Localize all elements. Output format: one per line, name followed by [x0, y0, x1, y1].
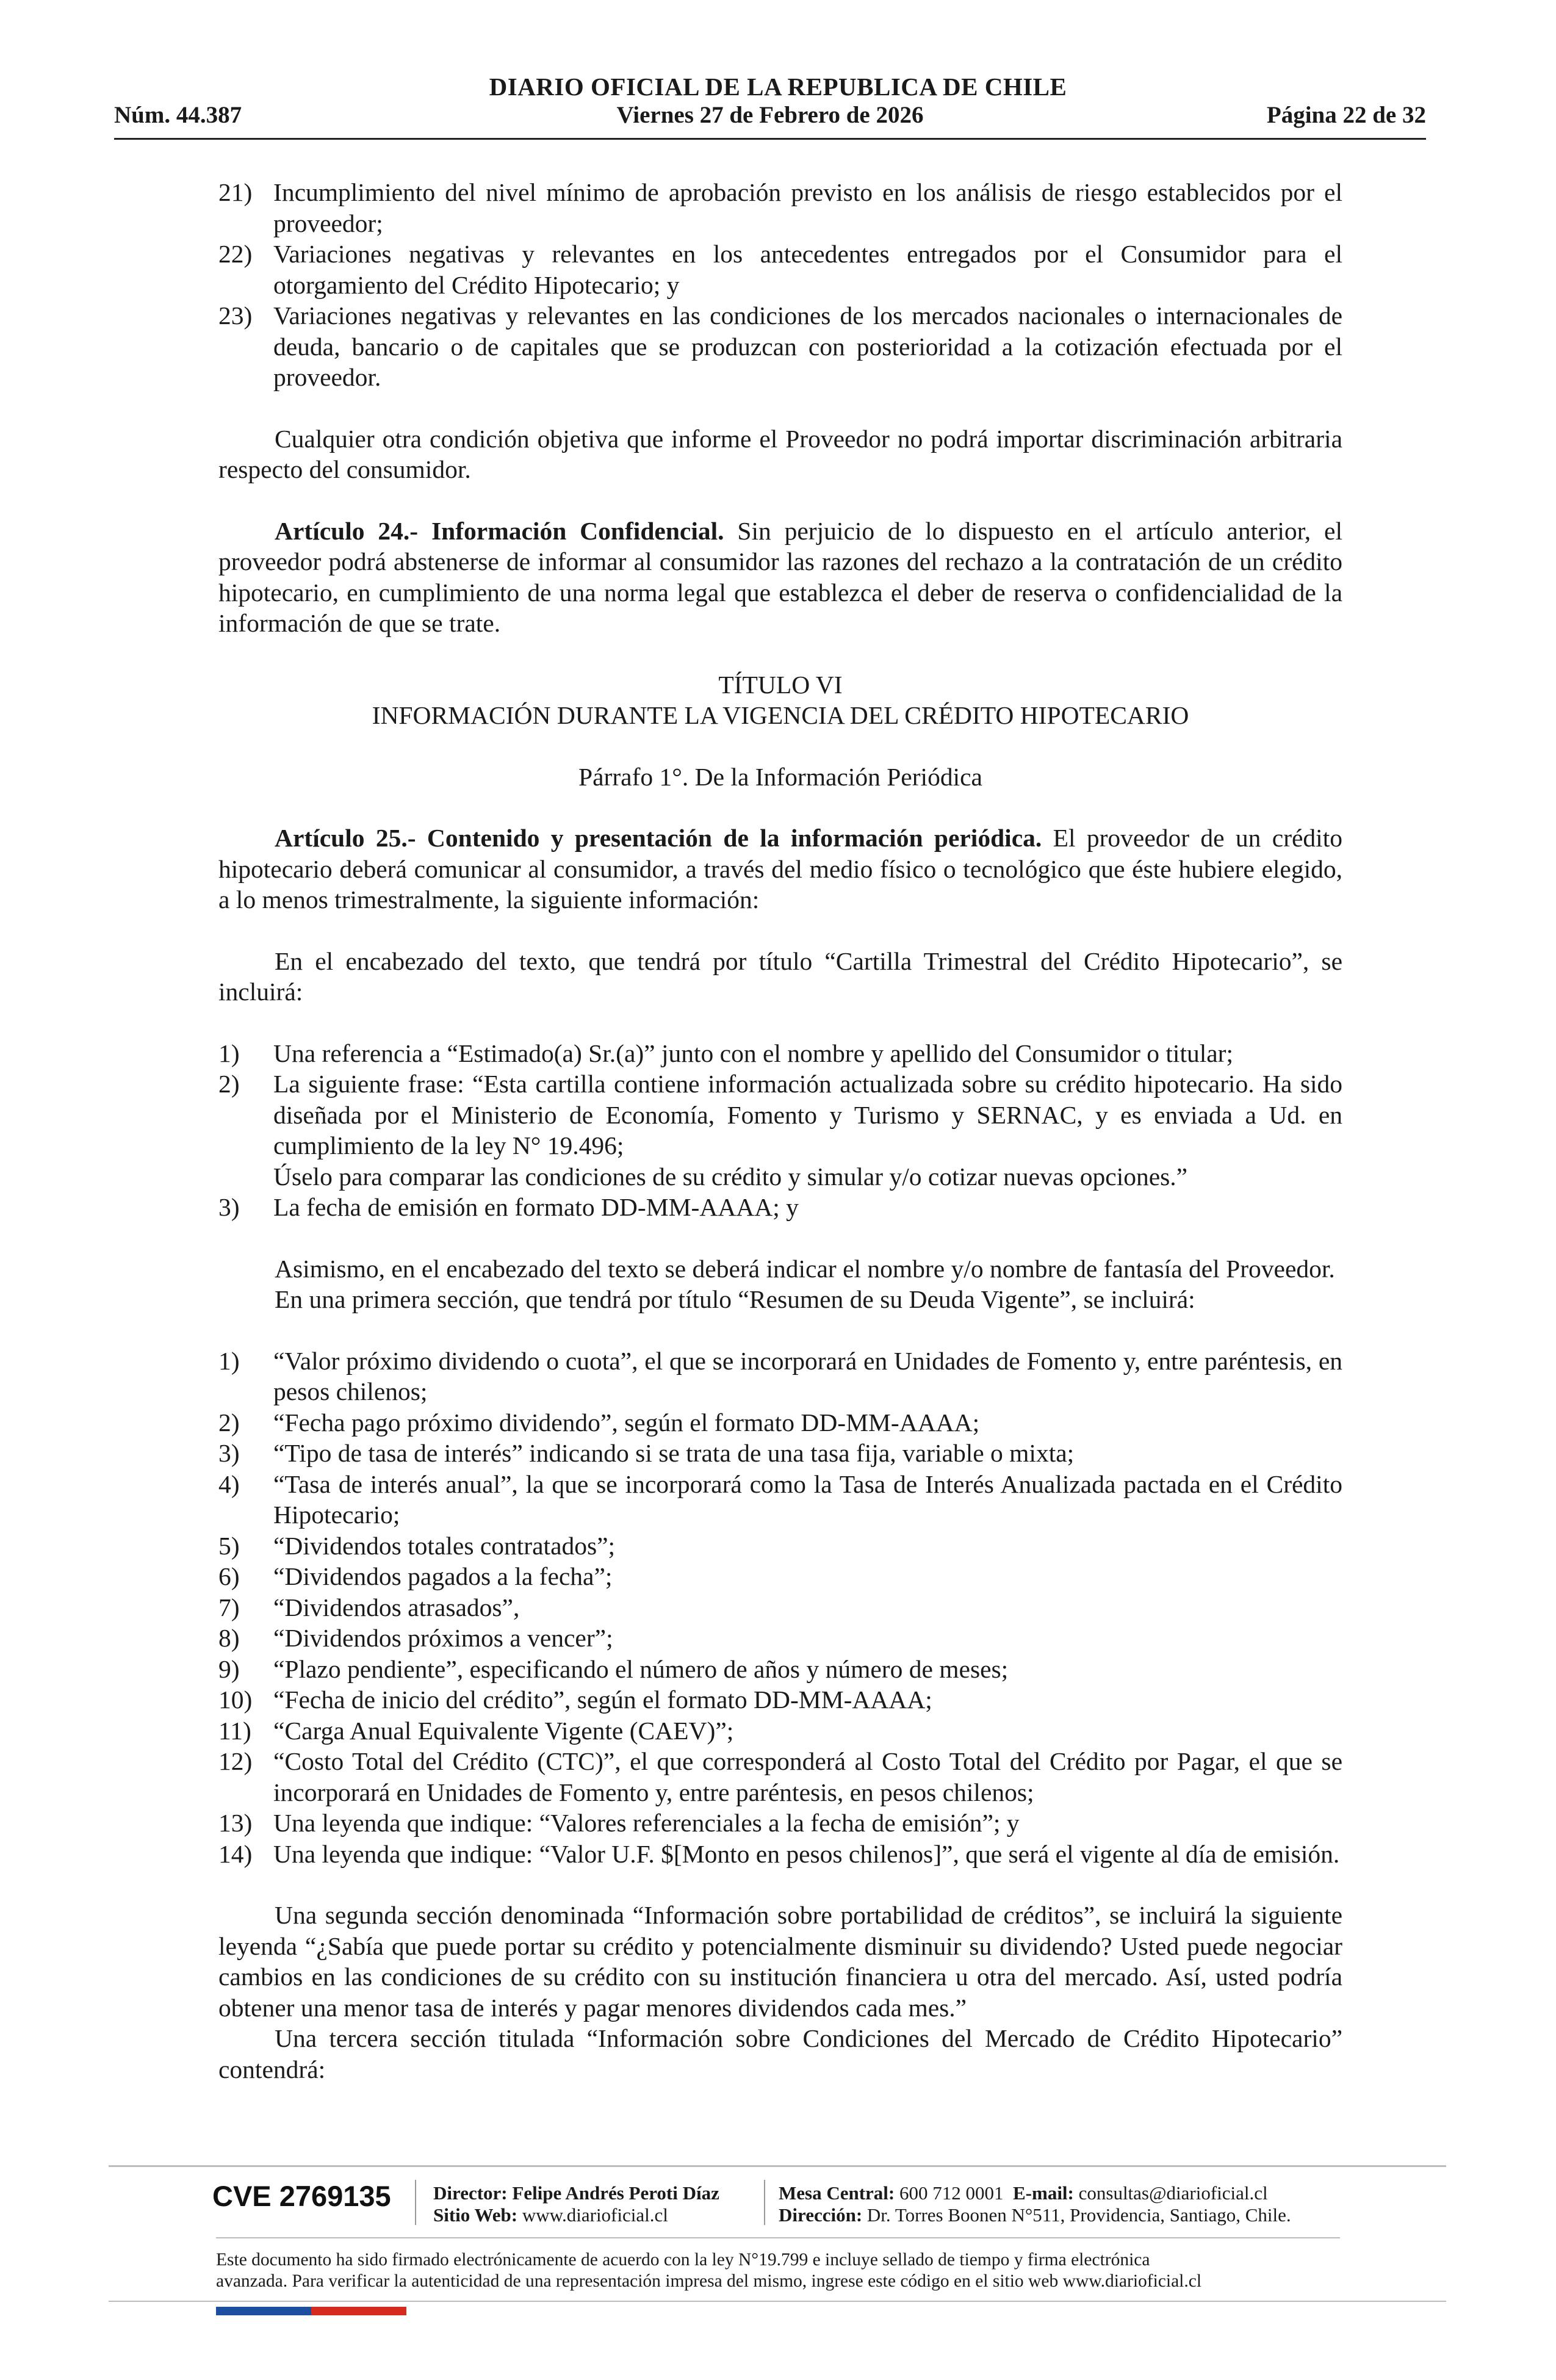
- list-item-text: Variaciones negativas y relevantes en los antecedentes entregados por el Consumidor para el otorgamiento del Crédito Hipotecario; y: [273, 240, 1342, 299]
- list-item-text: “Valor próximo dividendo o cuota”, el que se incorporará en Unidades de Fomento y, entre paréntesis, en pesos chilenos;: [273, 1346, 1342, 1405]
- list-item-text-part1: La siguiente frase: “Esta cartilla contiene información actualizada sobre su crédito hipotecario. Ha sido diseñada por el Ministerio de Economía, Fomento y Turismo y SERNAC, y es enviada a Ud. en cumplimiento de la ley N° 19.496;: [273, 1070, 1342, 1159]
- list-item-text: “Fecha pago próximo dividendo”, según el formato DD-MM-AAAA;: [273, 1408, 980, 1437]
- list-item-number: 13): [218, 1809, 253, 1837]
- footer-rule-bottom: [109, 2301, 1446, 2302]
- list-item: [218, 1561, 1342, 1592]
- list-item-number: 5): [218, 1531, 240, 1560]
- list-item-text: La fecha de emisión en formato DD-MM-AAAA; y: [273, 1193, 799, 1221]
- paragraph-segunda-seccion: Una segunda sección denominada “Información sobre portabilidad de créditos”, se incluirá la siguiente leyenda “¿Sabía que puede portar su crédito y potencialmente disminuir su dividendo? Usted puede negociar cambios en las condiciones de su crédito con su institución financiera u otra del mercado. Así, usted podría obtener una menor tasa de interés y pagar menores dividendos cada mes.”: [218, 1901, 1342, 2022]
- article-24: [218, 516, 1342, 639]
- list-item: [218, 177, 1342, 239]
- list-item-number: 9): [218, 1654, 240, 1683]
- list-item-number: 1): [218, 1039, 240, 1067]
- list-item-number: 3): [218, 1439, 240, 1467]
- list-item: [218, 1069, 1342, 1192]
- list-item: [218, 1038, 1342, 1069]
- list-item-number: 10): [218, 1686, 253, 1714]
- email-label: E-mail:: [1013, 2182, 1074, 2204]
- sitio-label: Sitio Web:: [433, 2204, 518, 2226]
- issue-number: Núm. 44.387: [114, 102, 242, 128]
- list-item: [218, 1839, 1342, 1870]
- list-item-number: 11): [218, 1716, 251, 1745]
- list-item: [218, 1192, 1342, 1223]
- paragraph-asimismo: Asimismo, en el encabezado del texto se deberá indicar el nombre y/o nombre de fantasía del Proveedor.: [275, 1254, 1335, 1283]
- list-item-number: 4): [218, 1469, 240, 1498]
- list-item-number: 2): [218, 1408, 240, 1437]
- article-24-heading: Artículo 24.- Información Confidencial.: [275, 516, 724, 545]
- list-item-text: “Dividendos totales contratados”;: [273, 1531, 616, 1560]
- footer-director-block: [433, 2182, 719, 2226]
- list-item-text: Incumplimiento del nivel mínimo de aprobación previsto en los análisis de riesgo establecidos por el proveedor;: [273, 178, 1342, 237]
- newspaper-title: DIARIO OFICIAL DE LA REPUBLICA DE CHILE: [489, 73, 1067, 101]
- list-item: [218, 1684, 1342, 1715]
- list-item: [218, 1654, 1342, 1685]
- director-label: Director:: [433, 2182, 508, 2204]
- list-item-text: Una leyenda que indique: “Valor U.F. $[Monto en pesos chilenos]”, que será el vigente al día de emisión.: [273, 1839, 1340, 1868]
- cve-code: CVE 2769135: [212, 2180, 391, 2212]
- flag-stripe-red: [311, 2307, 406, 2315]
- list-item-text: “Costo Total del Crédito (CTC)”, el que corresponderá al Costo Total del Crédito por Pagar, el que se incorporará en Unidades de Fomento y, entre paréntesis, en pesos chilenos;: [273, 1747, 1342, 1806]
- list-item-text: Variaciones negativas y relevantes en las condiciones de los mercados nacionales o internacionales de deuda, bancario o de capitales que se produzcan con posterioridad a la cotización efectuada por el proveedor.: [273, 301, 1342, 391]
- page-number: Página 22 de 32: [1266, 102, 1426, 128]
- list-item: [218, 1715, 1342, 1747]
- list-item-text: “Dividendos pagados a la fecha”;: [273, 1562, 613, 1590]
- list-item-number: 12): [218, 1747, 253, 1775]
- paragraph-tercera-seccion: Una tercera sección titulada “Información sobre Condiciones del Mercado de Crédito Hipotecario” contendrá:: [218, 2024, 1342, 2083]
- list-item: [218, 1469, 1342, 1531]
- header-rule: [114, 138, 1426, 140]
- direccion-label: Dirección:: [779, 2204, 863, 2226]
- list-conditions: [218, 177, 1342, 393]
- list-item-number: 6): [218, 1562, 240, 1590]
- list-item-text-part2: Úselo para comparar las condiciones de su crédito y simular y/o cotizar nuevas opciones.”: [273, 1162, 1188, 1191]
- list-item: [218, 1623, 1342, 1654]
- article-25-heading: Artículo 25.- Contenido y presentación de la información periódica.: [275, 824, 1042, 852]
- list-item: [218, 1407, 1342, 1438]
- mesa-phone: 600 712 0001: [895, 2182, 1004, 2204]
- list-item-number: 14): [218, 1839, 253, 1868]
- article-24-text: Sin perjuicio de lo dispuesto en el artículo anterior, el proveedor podrá abstenerse de informar al consumidor las razones del rechazo a la contratación de un crédito hipotecario, en cumplimiento de una norma legal que establezca el deber de reserva o confidencialidad de la información de que se trate.: [218, 516, 1342, 637]
- list-item-text: “Carga Anual Equivalente Vigente (CAEV)”;: [273, 1716, 734, 1745]
- legal-line-2: avanzada. Para verificar la autenticidad de una representación impresa del mismo, ingrese este código en el sitio web www.diarioficial.cl: [216, 2271, 1202, 2291]
- list-item-text: “Plazo pendiente”, especificando el número de años y número de meses;: [273, 1654, 1009, 1683]
- list-item-number: 8): [218, 1624, 240, 1652]
- list-item: [218, 1808, 1342, 1839]
- list-item-number: 21): [218, 178, 253, 206]
- header-row: [114, 101, 1426, 132]
- parrafo-heading: Párrafo 1°. De la Información Periódica: [578, 762, 982, 791]
- director-name: Felipe Andrés Peroti Díaz: [507, 2182, 719, 2204]
- list-item: [218, 1746, 1342, 1808]
- footer-separator: [764, 2180, 765, 2225]
- list-item-number: 1): [218, 1346, 240, 1375]
- list-item: [218, 1531, 1342, 1562]
- list-item-text: “Tipo de tasa de interés” indicando si se trata de una tasa fija, variable o mixta;: [273, 1439, 1075, 1467]
- list-item-number: 2): [218, 1070, 240, 1098]
- paragraph-primera-seccion: En una primera sección, que tendrá por título “Resumen de su Deuda Vigente”, se incluirá:: [275, 1285, 1195, 1313]
- issue-date: Viernes 27 de Febrero de 2026: [616, 102, 924, 128]
- footer-separator: [415, 2180, 416, 2225]
- list-header-items: [218, 1038, 1342, 1223]
- list-item-number: 7): [218, 1593, 240, 1621]
- article-25-text: El proveedor de un crédito hipotecario deberá comunicar al consumidor, a través del medio físico o tecnológico que éste hubiere elegido, a lo menos trimestralmente, la siguiente información:: [218, 824, 1342, 914]
- list-item: [218, 1346, 1342, 1407]
- document-body: [218, 177, 1342, 2085]
- titulo-name: INFORMACIÓN DURANTE LA VIGENCIA DEL CRÉDITO HIPOTECARIO: [372, 701, 1189, 729]
- list-item-number: 23): [218, 301, 253, 330]
- footer-rule-top: [109, 2165, 1446, 2167]
- direccion-text: Dr. Torres Boonen N°511, Providencia, Santiago, Chile.: [862, 2204, 1291, 2226]
- paragraph-cualquier: Cualquier otra condición objetiva que informe el Proveedor no podrá importar discriminación arbitraria respecto del consumidor.: [218, 424, 1342, 483]
- list-item-text: Una referencia a “Estimado(a) Sr.(a)” junto con el nombre y apellido del Consumidor o titular;: [273, 1039, 1234, 1067]
- email-link[interactable]: consultas@diarioficial.cl: [1073, 2182, 1268, 2204]
- footer-contact-block: [779, 2182, 1291, 2226]
- legal-line-1: Este documento ha sido firmado electrónicamente de acuerdo con la ley N°19.799 e incluye sellado de tiempo y firma electrónica: [216, 2250, 1150, 2270]
- list-item-text: “Fecha de inicio del crédito”, según el formato DD-MM-AAAA;: [273, 1686, 932, 1714]
- list-item-number: 3): [218, 1193, 240, 1221]
- list-item: [218, 1438, 1342, 1469]
- list-item-text: “Dividendos atrasados”,: [273, 1593, 520, 1621]
- list-item-text: Una leyenda que indique: “Valores referenciales a la fecha de emisión”; y: [273, 1809, 1020, 1837]
- footer-legal-notice: [216, 2249, 1340, 2292]
- list-item-text: “Tasa de interés anual”, la que se incorporará como la Tasa de Interés Anualizada pactada en el Crédito Hipotecario;: [273, 1469, 1342, 1529]
- mesa-label: Mesa Central:: [779, 2182, 895, 2204]
- list-item: [218, 1592, 1342, 1623]
- flag-stripe-blue: [216, 2307, 311, 2315]
- paragraph-encabezado: En el encabezado del texto, que tendrá por título “Cartilla Trimestral del Crédito Hipotecario”, se incluirá:: [218, 947, 1342, 1006]
- sitio-web-link[interactable]: www.diarioficial.cl: [517, 2204, 668, 2226]
- list-item-number: 22): [218, 240, 253, 268]
- list-deuda-vigente: [218, 1346, 1342, 1870]
- list-item-text: “Dividendos próximos a vencer”;: [273, 1624, 613, 1652]
- list-item: [218, 239, 1342, 300]
- footer-rule-middle: [216, 2237, 1340, 2238]
- article-25: [218, 823, 1342, 915]
- titulo-number: TÍTULO VI: [718, 670, 843, 699]
- list-item-text: [273, 1069, 1342, 1192]
- list-item: [218, 300, 1342, 393]
